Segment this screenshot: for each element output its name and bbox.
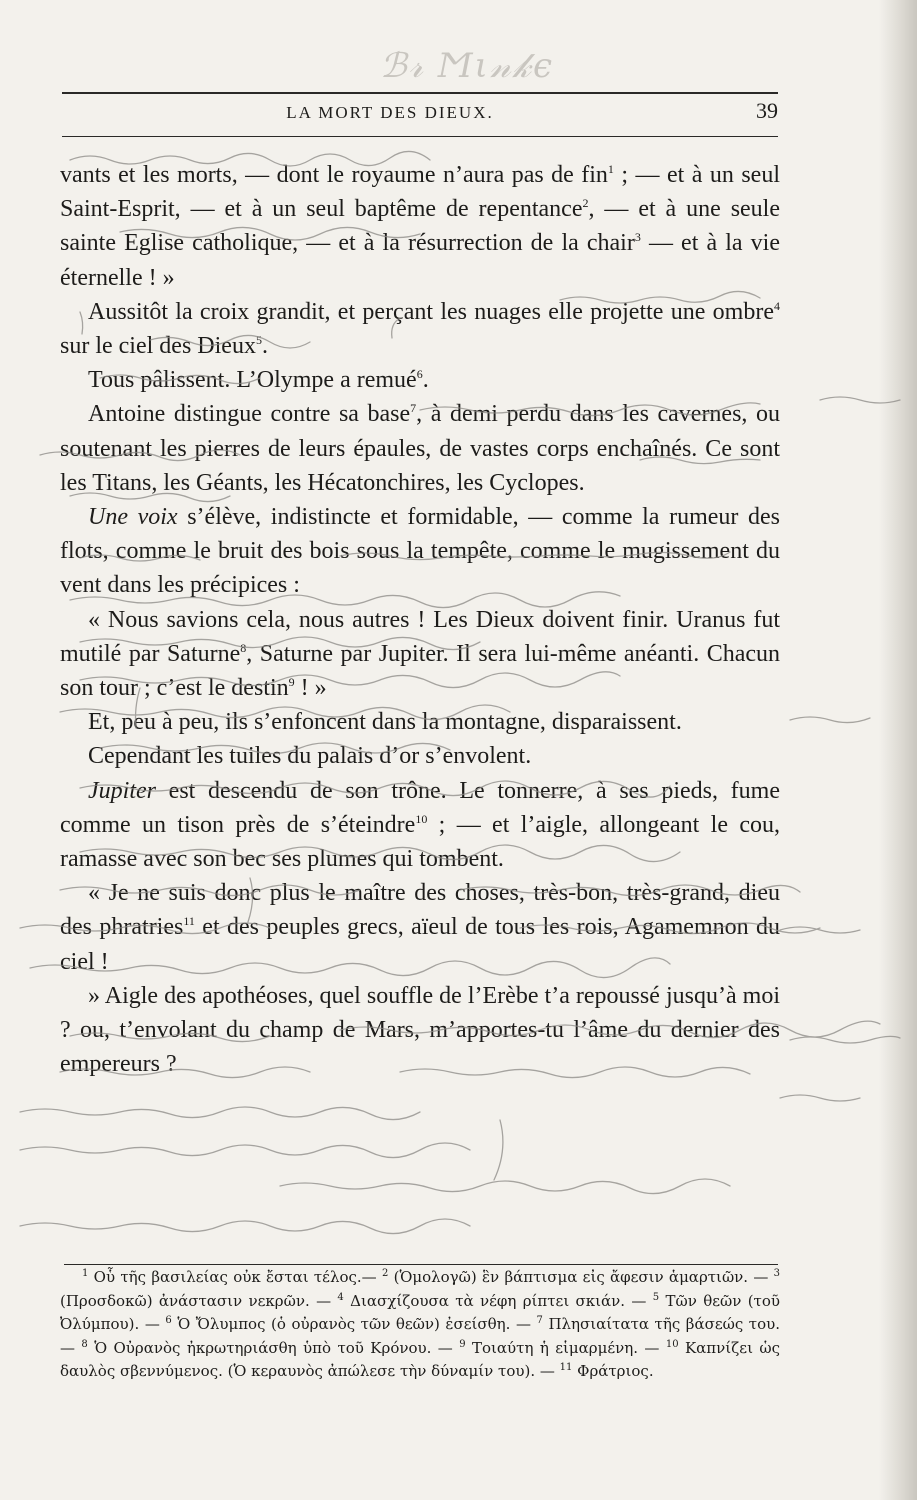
top-rule: [62, 92, 778, 94]
footnote-ref: 1: [607, 162, 614, 176]
paragraph: Et, peu à peu, ils s’enfoncent dans la montagne, disparaissent.: [88, 709, 682, 736]
paragraph: vants et les morts, — dont le royaume n’aura pas de fin$^1$ ; — et à un seul Saint-Esprit, — et à un seul baptême de repentance$^2$, — et à une seule sainte Eglise catholique, — et à la résurrection de la chair$^3$ — et à la vie éternelle ! »: [60, 162, 781, 291]
footnote-block: $^1$ Οὗ τῆς βασιλείας οὐκ ἔσται τέλος.— $^2$ (Ὁμολογῶ) ἓν βάπτισμα εἰς ἄφεσιν ἁμαρτιῶν. — $^3$ (Προσδοκῶ) ἀνάστασιν νεκρῶν. — $^4$ Διασχίζουσα τὰ νέφη ρίπτει σκιάν. — $^5$ Τῶν θεῶν (τοῦ Ὀλύμπου). — $^6$ Ὁ Ὄλυμπος (ὁ οὐρανὸς τῶν θεῶν) ἐσείσθη. — $^7$ Πλησιαίτατα τῆς βάσεώς του. — $^8$ Ὁ Οὐρανὸς ἠκρωτηριάσθη ὑπὸ τοῦ Κρόνου. — $^9$ Τοιαύτη ἡ εἱμαρμένη. — $^{10}$ Καπνίζει ὡς δαυλὸς σβεννύμενος. (Ὁ κεραυνὸς ἀπώλεσε τὴν δύναμίν του). — $^{11}$ Φράτριος.: [60, 1268, 781, 1380]
paragraph: Une voix s’élève, indistincte et formidable, — comme la rumeur des flots, comme le bruit des bois sous la tempête, comme le mugissement du vent dans les précipices :: [60, 504, 781, 599]
paragraph: » Aigle des apothéoses, quel souffle de l’Erèbe t’a repoussé jusqu’à moi ? ou, t’envolant du champ de Mars, m’apportes-tu l’âme du dernier des empereurs ?: [60, 982, 780, 1078]
page-number: 39: [756, 98, 778, 123]
paragraph: Cependant les tuiles du palais d’or s’envolent.: [88, 743, 532, 770]
page-edge-shadow: [879, 0, 917, 1500]
footnote-ref: 10: [415, 811, 428, 826]
footnote-ref: 3: [634, 230, 641, 245]
main-text: [60, 158, 780, 1081]
paragraph: « Nous savions cela, nous autres ! Les Dieux doivent finir. Uranus fut mutilé par Saturne$^8$, Saturne par Jupiter. Il sera lui-même anéanti. Chacun son tour ; c’est le destin$^9$ ! »: [60, 606, 781, 702]
footnote-ref: 2: [582, 196, 589, 211]
footnote-ref: 8: [240, 640, 247, 655]
footnote-ref: 7: [410, 401, 417, 416]
footnotes: [60, 1266, 780, 1384]
paragraph: « Je ne suis donc plus le maître des choses, très-bon, très-grand, dieu des phratries$^{11}$ et des peuples grecs, aïeul de tous les rois, Agamemnon du ciel !: [60, 880, 780, 975]
footnote-ref: 4: [774, 298, 780, 313]
running-title: LA MORT DES DIEUX.: [286, 103, 494, 122]
paragraph: Jupiter est descendu de son trône. Le tonnerre, à ses pieds, fume comme un tison près de s’éteindre$^{10}$ ; — et l’aigle, allongeant le cou, ramasse avec son bec ses plumes qui tombent.: [60, 777, 780, 873]
footnote-rule: [64, 1264, 778, 1265]
footnote-ref: 5: [255, 333, 262, 348]
footnote-ref: 9: [288, 675, 295, 690]
footnote-ref: 11: [183, 914, 195, 929]
paragraph: Aussitôt la croix grandit, et perçant les nuages elle projette une ombre$^4$ sur le ciel des Dieux$^5$.: [60, 298, 780, 360]
header-rule: [62, 136, 778, 137]
paragraph: Tous pâlissent. L’Olympe a remué$^6$.: [88, 367, 429, 394]
paragraph: Antoine distingue contre sa base$^7$, à demi perdu dans les cavernes, ou soutenant les pierres de leurs épaules, de vastes corps enchaînés. Ce sont les Titans, les Géants, les Hécatonchires, les Cyclopes.: [60, 401, 780, 496]
faint-signature: ℬ𝓇 Ϻι𝓃𝓀ϵ: [380, 46, 555, 86]
footnote-ref: 6: [416, 367, 423, 382]
